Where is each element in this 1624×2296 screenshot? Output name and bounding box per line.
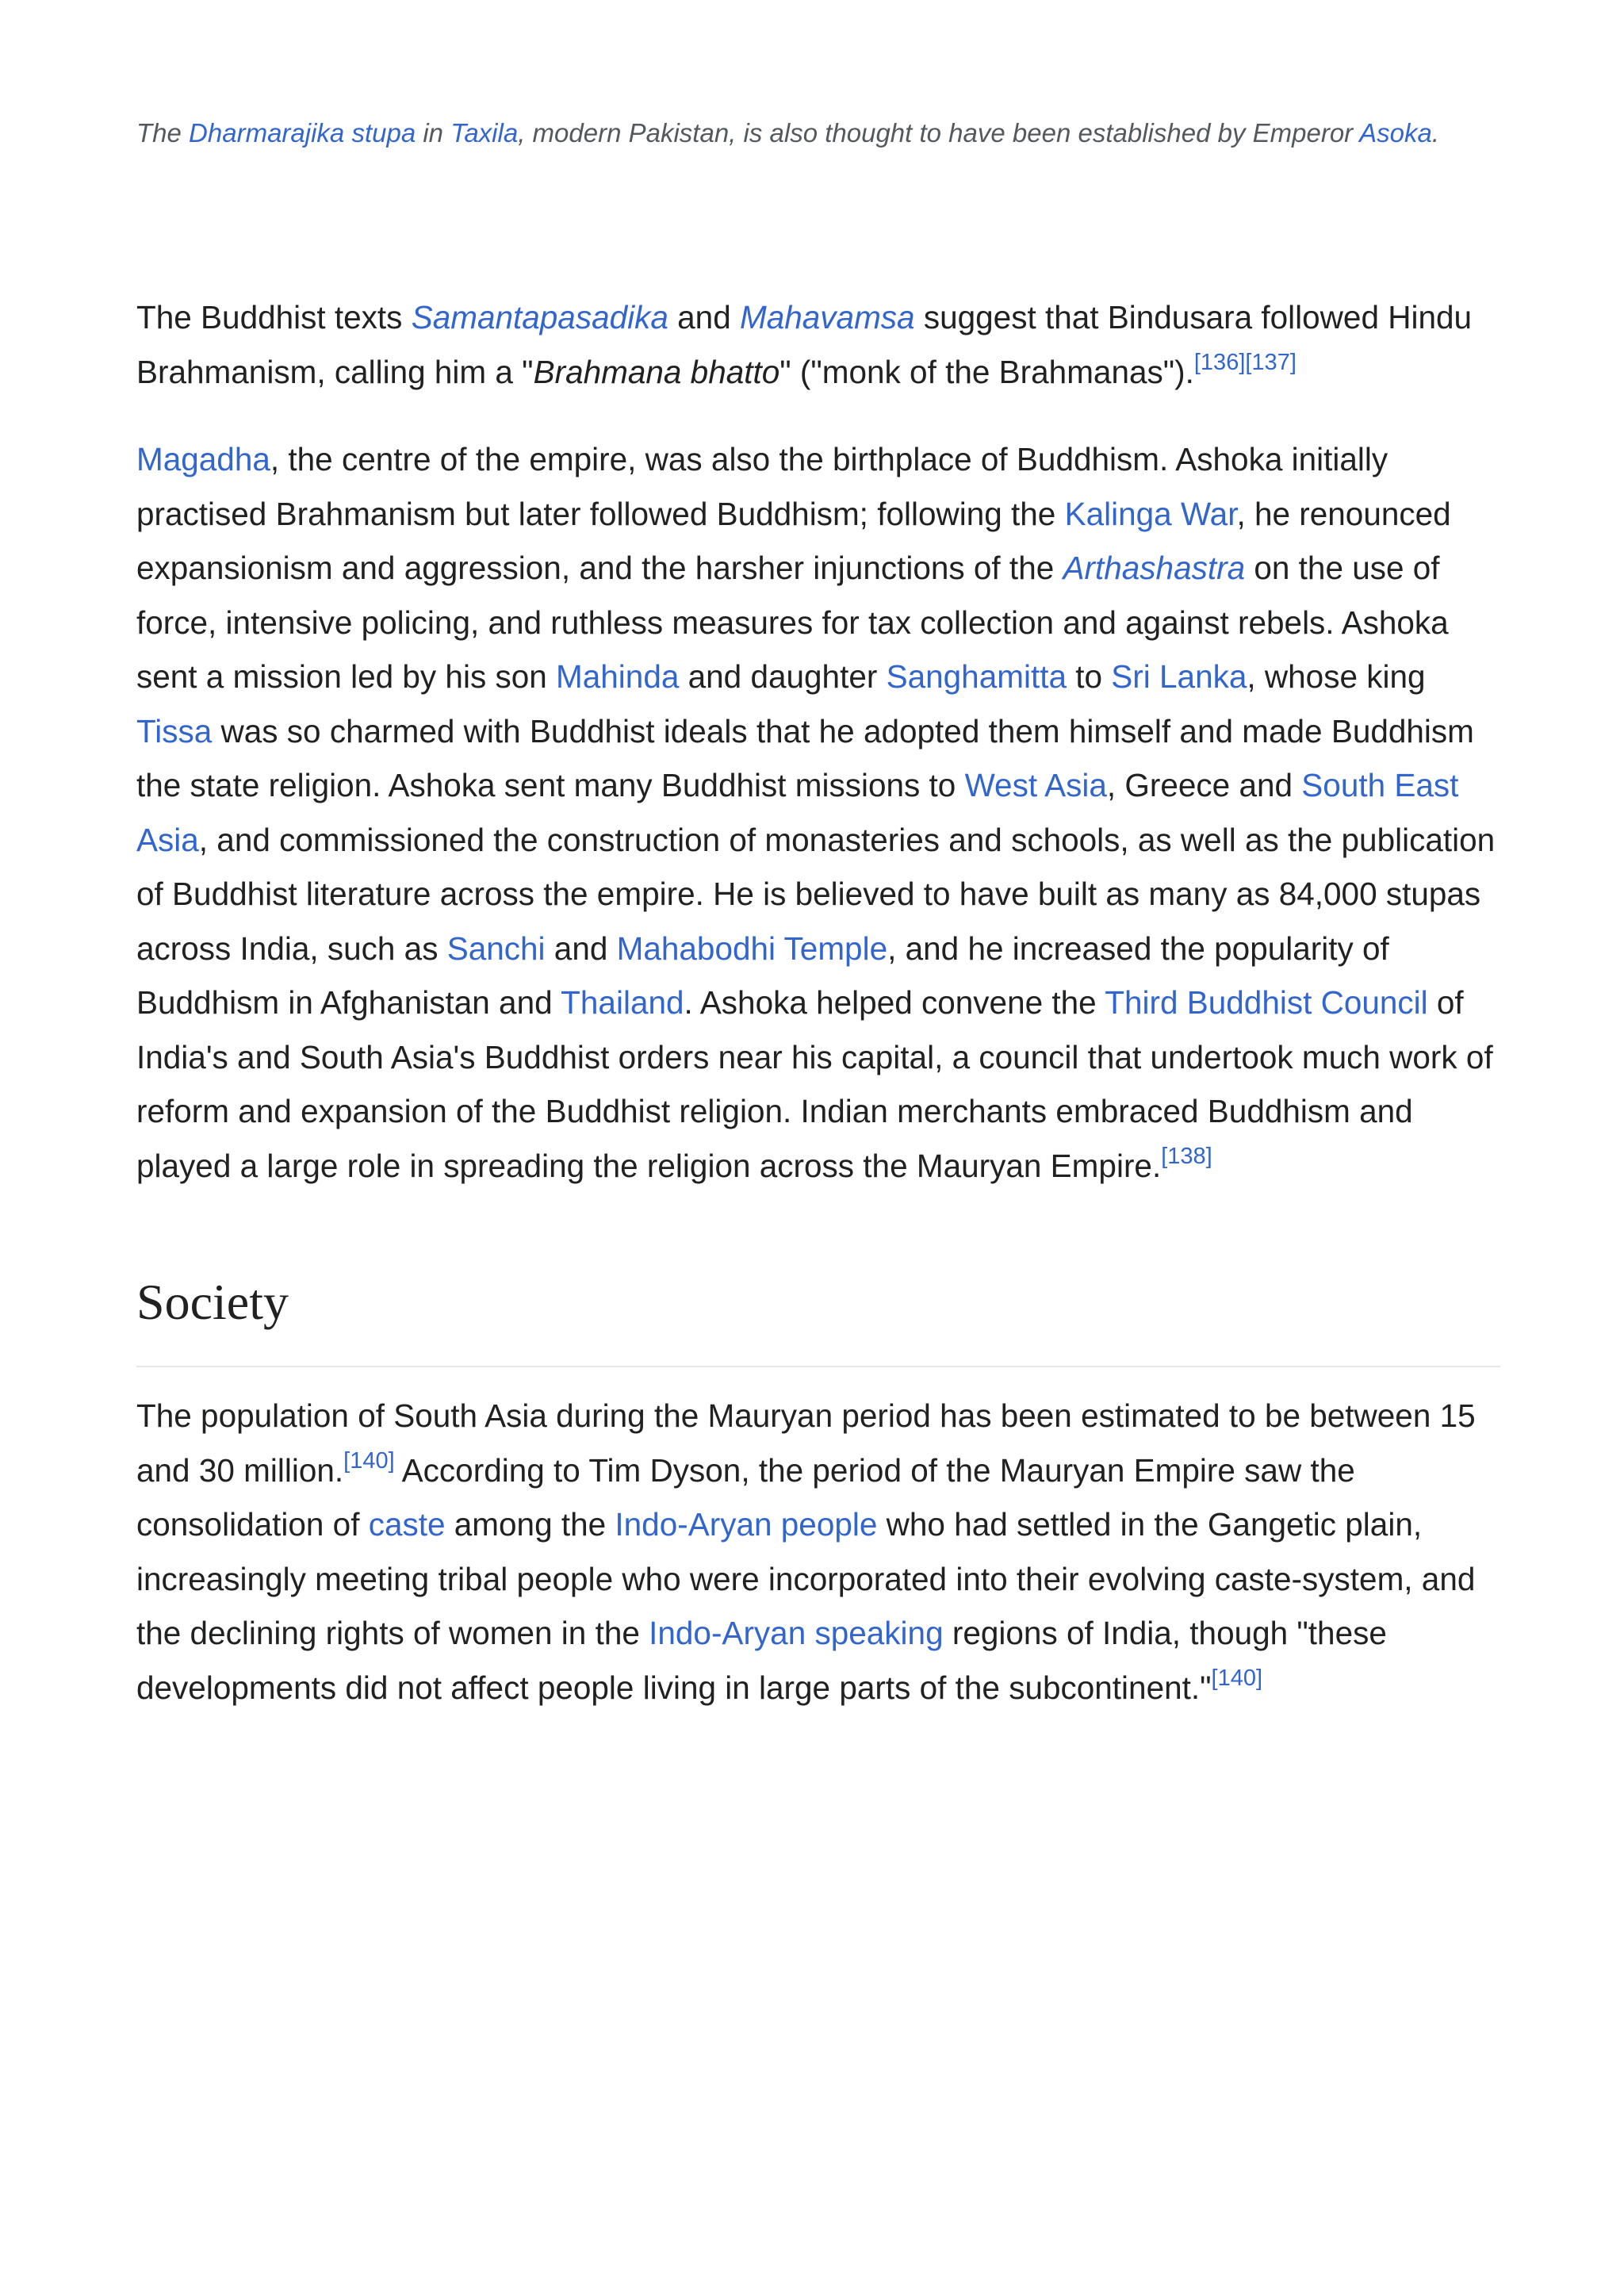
link-asoka[interactable]: Asoka <box>1359 118 1432 148</box>
citation-link[interactable]: [137] <box>1245 349 1297 375</box>
link-samantapasadika[interactable]: Samantapasadika <box>411 299 668 335</box>
link-indo-aryan-speaking[interactable]: Indo-Aryan speaking <box>649 1615 944 1651</box>
link-third-buddhist-council[interactable]: Third Buddhist Council <box>1105 984 1428 1021</box>
paragraph-text: among the <box>445 1506 615 1543</box>
link-west-asia[interactable]: West Asia <box>964 767 1107 803</box>
paragraph-text: , whose king <box>1247 658 1426 695</box>
link-dharmarajika-stupa[interactable]: Dharmarajika stupa <box>189 118 416 148</box>
paragraph-text: . Ashoka helped convene the <box>684 984 1105 1021</box>
image-caption <box>136 117 1500 149</box>
caption-text: in <box>416 118 451 148</box>
link-arthashastra[interactable]: Arthashastra <box>1063 550 1246 586</box>
paragraph-text: , and commissioned the construction of monasteries and schools, as well as the publication of Buddhist literature across the empire. He is believed to have built as many as 84,000 stupas across India, such as <box>136 821 1496 967</box>
link-kalinga-war[interactable]: Kalinga War <box>1064 495 1237 532</box>
italic-term: Brahmana bhatto <box>533 353 780 390</box>
paragraph-text: regions of India, though "these developments did not affect people living in large parts of the subcontinent." <box>136 1615 1387 1706</box>
link-sri-lanka[interactable]: Sri Lanka <box>1111 658 1247 695</box>
paragraph-text: who had settled in the Gangetic plain, increasingly meeting tribal people who were incorporated into their evolving caste-system, and the declining rights of women in the <box>136 1506 1476 1651</box>
citation-138[interactable] <box>1161 1144 1212 1169</box>
caption-text: , modern Pakistan, is also thought to have been established by Emperor <box>518 118 1360 148</box>
paragraph-text: , the centre of the empire, was also the birthplace of Buddhism. Ashoka initially practised Brahmanism but later followed Buddhism; following the <box>136 441 1388 532</box>
link-south-east-asia[interactable]: South East Asia <box>136 767 1459 858</box>
citation-139[interactable] <box>343 1448 395 1474</box>
paragraph-text: The population of South Asia during the Mauryan period has been estimated to be between 15 and 30 million. <box>136 1397 1476 1489</box>
link-mahabodhi-temple[interactable]: Mahabodhi Temple <box>616 930 888 967</box>
paragraph-ashoka-buddhism <box>136 432 1500 1193</box>
link-caste[interactable]: caste <box>368 1506 446 1543</box>
paragraph-text: and <box>668 299 740 335</box>
citation-link[interactable]: [140] <box>343 1447 395 1474</box>
citation-link[interactable]: [140] <box>1211 1665 1263 1691</box>
link-taxila[interactable]: Taxila <box>450 118 519 148</box>
link-sanghamitta[interactable]: Sanghamitta <box>886 658 1067 695</box>
citation-link[interactable]: [138] <box>1161 1143 1212 1169</box>
citation-136[interactable] <box>1194 350 1246 375</box>
paragraph-text: of India's and South Asia's Buddhist orders near his capital, a council that undertook much work of reform and expansion of the Buddhist religion. Indian merchants embraced Buddhism and played a large role in spreading the religion across the Mauryan Empire. <box>136 984 1493 1184</box>
link-mahinda[interactable]: Mahinda <box>556 658 680 695</box>
link-magadha[interactable]: Magadha <box>136 441 270 477</box>
paragraph-text: According to Tim Dyson, the period of the Mauryan Empire saw the consolidation of <box>136 1451 1355 1543</box>
link-thailand[interactable]: Thailand <box>561 984 684 1021</box>
paragraph-text: on the use of force, intensive policing, and ruthless measures for tax collection and against rebels. Ashoka sent a mission led by his son <box>136 550 1449 695</box>
caption-text: The <box>136 118 190 148</box>
paragraph-text: and daughter <box>679 658 887 695</box>
link-tissa[interactable]: Tissa <box>136 712 213 749</box>
paragraph-text: , Greece and <box>1106 767 1302 803</box>
paragraph-text: " ("monk of the Brahmanas"). <box>779 353 1194 390</box>
section-divider <box>136 1366 1500 1367</box>
paragraph-text: , he renounced expansionism and aggression, and the harsher injunctions of the <box>136 495 1451 586</box>
paragraph-text: , and he increased the popularity of Buddhism in Afghanistan and <box>136 930 1389 1021</box>
link-indo-aryan-people[interactable]: Indo-Aryan people <box>615 1506 878 1543</box>
paragraph-text: The Buddhist texts <box>136 299 412 335</box>
link-sanchi[interactable]: Sanchi <box>446 930 546 967</box>
paragraph-text: and <box>545 930 617 967</box>
paragraph-text: suggest that Bindusara followed Hindu Brahmanism, calling him a " <box>136 299 1473 390</box>
paragraph-text: to <box>1067 658 1112 695</box>
section-heading-society: Society <box>136 1274 289 1330</box>
caption-text: . <box>1431 118 1439 148</box>
citation-link[interactable]: [136] <box>1193 349 1246 375</box>
citation-137[interactable] <box>1245 350 1297 375</box>
paragraph-society <box>136 1389 1500 1715</box>
paragraph-text: was so charmed with Buddhist ideals that he adopted them himself and made Buddhism the state religion. Ashoka sent many Buddhist missions to <box>136 712 1474 803</box>
paragraph-bindusara <box>136 290 1500 399</box>
citation-140[interactable] <box>1212 1665 1263 1691</box>
link-mahavamsa[interactable]: Mahavamsa <box>739 299 915 335</box>
